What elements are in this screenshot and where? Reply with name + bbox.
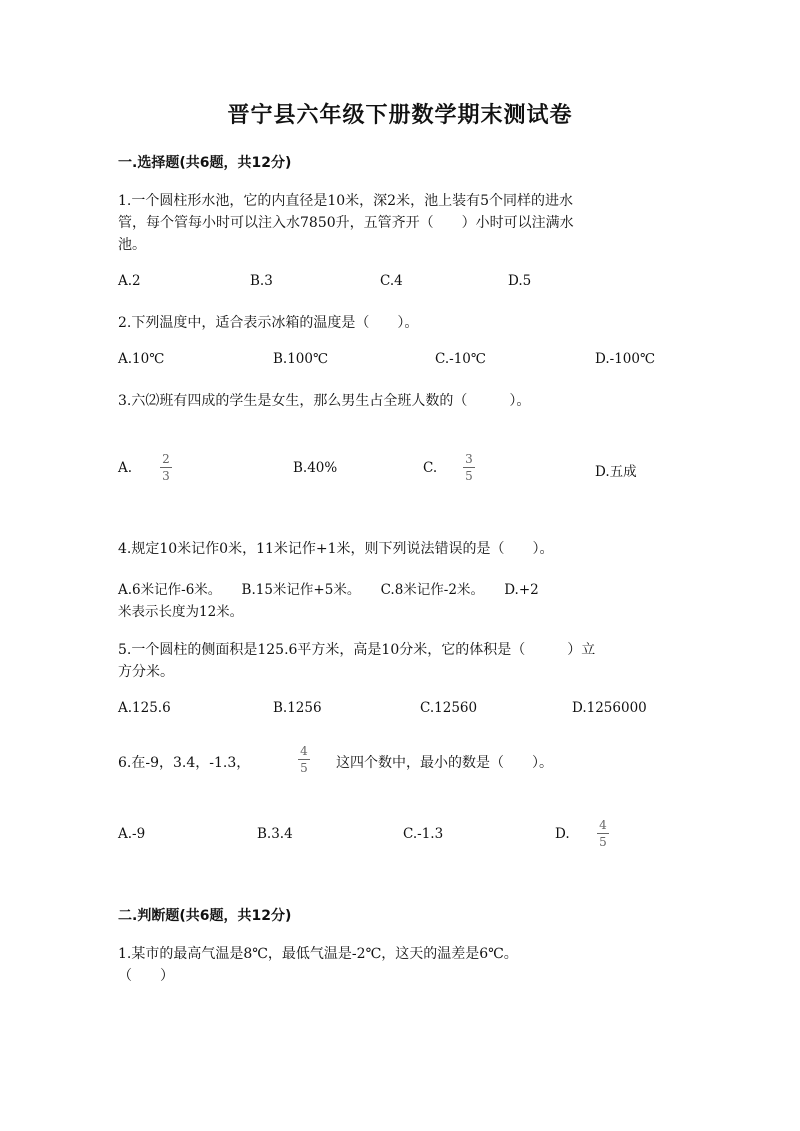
q1-line-1: 1.一个圆柱形水池，它的内直径是10米，深2米，池上装有5个同样的进水 — [118, 193, 573, 209]
q1-option-c: C.4 — [380, 273, 403, 289]
q6-line-fraction — [298, 744, 310, 775]
q1-option-a: A.2 — [118, 273, 141, 289]
q2-option-d: D.-100℃ — [595, 351, 656, 367]
q6-option-c: C.-1.3 — [403, 826, 444, 842]
fraction-denominator: 3 — [162, 469, 170, 483]
q6-option-d-label: D. — [555, 826, 570, 842]
fraction-numerator: 4 — [599, 818, 607, 832]
q6-option-b: B.3.4 — [257, 826, 293, 842]
fraction-denominator: 5 — [599, 835, 607, 849]
q1-option-d: D.5 — [508, 273, 532, 289]
q3-option-c-label: C. — [423, 460, 438, 476]
q5-option-b: B.1256 — [273, 700, 322, 716]
q6-line-suffix: 这四个数中，最小的数是（ ）。 — [336, 755, 553, 771]
q1-line-3: 池。 — [118, 237, 146, 253]
q1-line-2: 管，每个管每小时可以注入水7850升，五管齐开（ ）小时可以注满水 — [118, 215, 574, 231]
fraction-denominator: 5 — [465, 469, 473, 483]
q3-option-a-fraction — [160, 452, 172, 483]
q4-options-line-1: A.6米记作-6米。 B.15米记作+5米。 C.8米记作-2米。 D.+2 — [118, 582, 539, 598]
q1-option-b: B.3 — [250, 273, 273, 289]
fraction-denominator: 5 — [300, 761, 308, 775]
q5-option-c: C.12560 — [420, 700, 478, 716]
q6-line-prefix: 6.在-9，3.4，-1.3， — [118, 755, 251, 771]
q5-line-2: 方分米。 — [118, 664, 174, 680]
q3-option-a-label: A. — [118, 460, 133, 476]
q3-option-b: B.40% — [293, 460, 338, 476]
q3-option-d: D.五成 — [595, 464, 637, 480]
q6-option-d-fraction — [597, 818, 609, 849]
q5-line-1: 5.一个圆柱的侧面积是125.6平方米，高是10分米，它的体积是（ ）立 — [118, 642, 596, 658]
judge-q1-line-2: （ ） — [118, 968, 174, 984]
section-heading-judgement: 二.判断题(共6题，共12分) — [118, 908, 292, 924]
q2-option-a: A.10℃ — [118, 351, 165, 367]
q4-options-line-2: 米表示长度为12米。 — [118, 604, 244, 620]
q5-option-a: A.125.6 — [118, 700, 171, 716]
q3-line-1: 3.六⑵班有四成的学生是女生，那么男生占全班人数的（ ）。 — [118, 393, 531, 409]
judge-q1-line-1: 1.某市的最高气温是8℃，最低气温是-2℃，这天的温差是6℃。 — [118, 946, 518, 962]
q2-option-c: C.-10℃ — [435, 351, 486, 367]
fraction-bar — [160, 467, 172, 468]
q2-option-b: B.100℃ — [273, 351, 329, 367]
section-heading-choice: 一.选择题(共6题，共12分) — [118, 155, 292, 171]
q2-line-1: 2.下列温度中，适合表示冰箱的温度是（ ）。 — [118, 315, 419, 331]
q4-line-1: 4.规定10米记作0米，11米记作+1米，则下列说法错误的是（ ）。 — [118, 541, 554, 557]
fraction-numerator: 3 — [465, 452, 473, 466]
exam-title: 晋宁县六年级下册数学期末测试卷 — [227, 102, 573, 128]
fraction-bar — [597, 833, 609, 834]
fraction-numerator: 2 — [162, 452, 170, 466]
q5-option-d: D.1256000 — [572, 700, 647, 716]
fraction-numerator: 4 — [300, 744, 308, 758]
q3-option-c-fraction — [463, 452, 475, 483]
q6-option-a: A.-9 — [118, 826, 146, 842]
fraction-bar — [298, 759, 310, 760]
fraction-bar — [463, 467, 475, 468]
